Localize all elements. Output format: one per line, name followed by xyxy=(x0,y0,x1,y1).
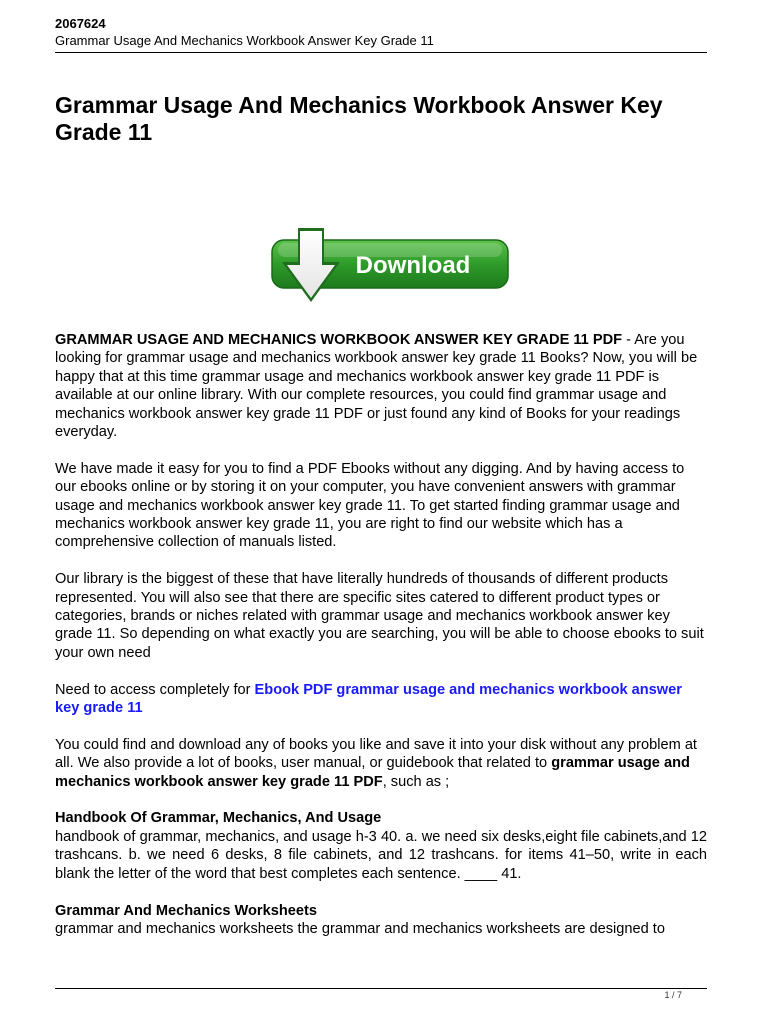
page-number: 1 / 7 xyxy=(664,990,682,1000)
document-id: 2067624 xyxy=(55,16,106,31)
paragraph-3: Our library is the biggest of these that have literally hundreds of thousands of different products represented. You will also see that there are specific sites catered to different product types or categories, brands or niches related with grammar usage and mechanics workbook answer key grade 11. So depending on what exactly you are searching, you will be able to choose ebooks to suit your own need xyxy=(55,571,704,661)
intro-text: - Are you looking for grammar usage and mechanics workbook answer key grade 11 Books? Now, you will be happy that at this time grammar usage and mechanics workbook answer key grade 11 PDF is available at our online library. With our complete resources, you could find grammar usage and mechanics workbook answer key grade 11 PDF or just found any kind of Books for your readings everyday. xyxy=(55,332,698,441)
download-button[interactable] xyxy=(268,222,512,308)
paragraph-5-bold: grammar usage and mechanics workbook answer key grade 11 PDF xyxy=(55,755,690,790)
paragraph-5-tail: , such as ; xyxy=(382,773,450,790)
paragraph-5-text: You could find and download any of books you like and save it into your disk without any problem at all. We also provide a lot of books, user manual, or guidebook that related to xyxy=(55,736,697,772)
section-text: grammar and mechanics worksheets the grammar and mechanics worksheets are designed to xyxy=(55,920,665,937)
access-text: Need to access completely for xyxy=(55,681,255,698)
document-body xyxy=(55,331,707,957)
access-paragraph xyxy=(55,681,707,718)
footer-divider xyxy=(55,988,707,989)
paragraph-2: We have made it easy for you to find a PDF Ebooks without any digging. And by having access to our ebooks online or by storing it on your computer, you have convenient answers with grammar usage and mechanics workbook answer key grade 11. To get started finding grammar usage and mechanics workbook answer key grade 11, you are right to find our website which has a comprehensive collection of manuals listed. xyxy=(55,460,685,551)
paragraph-5 xyxy=(55,736,707,791)
download-arrow-icon xyxy=(282,228,340,302)
header-divider xyxy=(55,52,707,53)
document-page xyxy=(55,0,707,1024)
intro-bold: GRAMMAR USAGE AND MECHANICS WORKBOOK ANSWER KEY GRADE 11 PDF xyxy=(55,332,623,348)
section-title: Grammar And Mechanics Worksheets xyxy=(55,902,317,919)
header-subtitle: Grammar Usage And Mechanics Workbook Answer Key Grade 11 xyxy=(55,33,434,48)
download-label: Download xyxy=(355,252,471,279)
ebook-link[interactable]: Ebook PDF grammar usage and mechanics workbook answer key grade 11 xyxy=(55,681,682,717)
section-title: Handbook Of Grammar, Mechanics, And Usage xyxy=(55,810,382,827)
section-text: handbook of grammar, mechanics, and usage h-3 40. a. we need six desks,eight file cabinets,and 12 trashcans. b. we need 6 desks, 8 file cabinets, and 12 trashcans. for items 41–50, write in each blank the letter of the word that best completes each sentence. ____ 41. xyxy=(55,828,707,882)
section-worksheets xyxy=(55,902,707,939)
intro-paragraph xyxy=(55,331,707,441)
page-title: Grammar Usage And Mechanics Workbook Answer Key Grade 11 xyxy=(55,92,663,145)
section-handbook xyxy=(55,809,707,883)
